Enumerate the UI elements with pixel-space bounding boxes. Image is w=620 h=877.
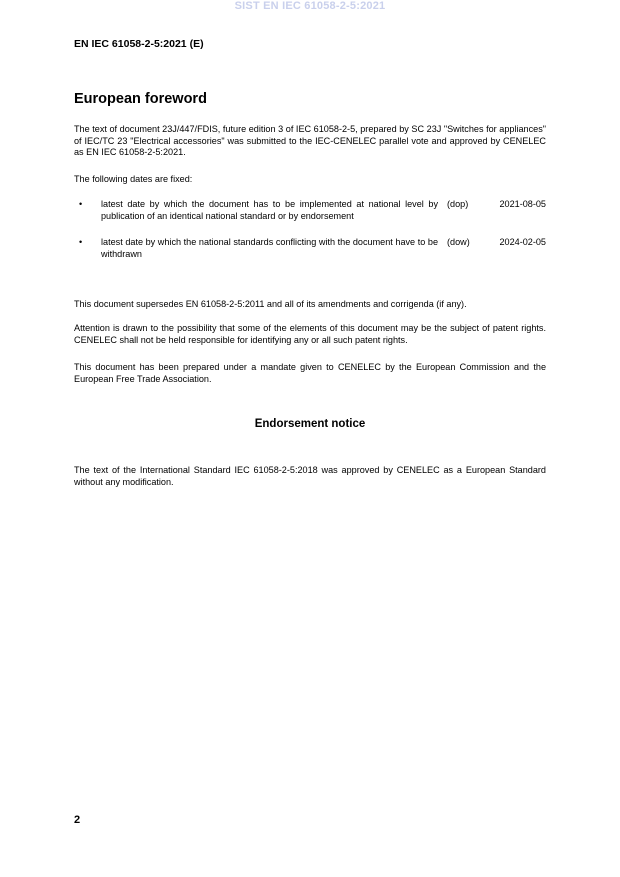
- supersedes-paragraph: This document supersedes EN 61058-2-5:2011 and all of its amendments and corrigenda (if any).: [74, 299, 467, 309]
- dates-intro-paragraph: The following dates are fixed:: [74, 174, 193, 184]
- date-entry-text: latest date by which the national standards conflicting with the document have to be withdrawn: [101, 237, 438, 259]
- mandate-paragraph: This document has been prepared under a mandate given to CENELEC by the European Commission and the European Free Trade Association.: [74, 362, 546, 384]
- watermark: SIST EN IEC 61058-2-5:2021: [234, 0, 386, 12]
- document-identifier: EN IEC 61058-2-5:2021 (E): [74, 38, 204, 50]
- date-entry-date: 2021-08-05: [499, 199, 546, 209]
- foreword-heading: European foreword: [74, 91, 207, 107]
- date-entry-code: (dop): [447, 199, 469, 209]
- endorsement-heading: Endorsement notice: [254, 418, 366, 430]
- foreword-intro-paragraph: The text of document 23J/447/FDIS, future edition 3 of IEC 61058-2-5, prepared by SC 23J "Switches for appliances" of IEC/TC 23 "Electrical accessories" was submitted to the IEC-CENELEC parallel vote and approved by CENELEC as EN IEC 61058-2-5:2021.: [74, 124, 546, 158]
- patent-attention-paragraph: Attention is drawn to the possibility that some of the elements of this document may be the subject of patent rights. CENELEC shall not be held responsible for identifying any or all such patent rights.: [74, 323, 546, 345]
- date-entry-date: 2024-02-05: [499, 237, 546, 247]
- bullet-glyph: •: [79, 237, 83, 247]
- date-entry-code: (dow): [447, 237, 470, 247]
- page-number: 2: [74, 814, 81, 826]
- endorsement-paragraph: The text of the International Standard IEC 61058-2-5:2018 was approved by CENELEC as a European Standard without any modification.: [74, 465, 546, 487]
- bullet-glyph: •: [79, 199, 83, 209]
- date-entry-text: latest date by which the document has to be implemented at national level by publication of an identical national standard or by endorsement: [101, 199, 438, 221]
